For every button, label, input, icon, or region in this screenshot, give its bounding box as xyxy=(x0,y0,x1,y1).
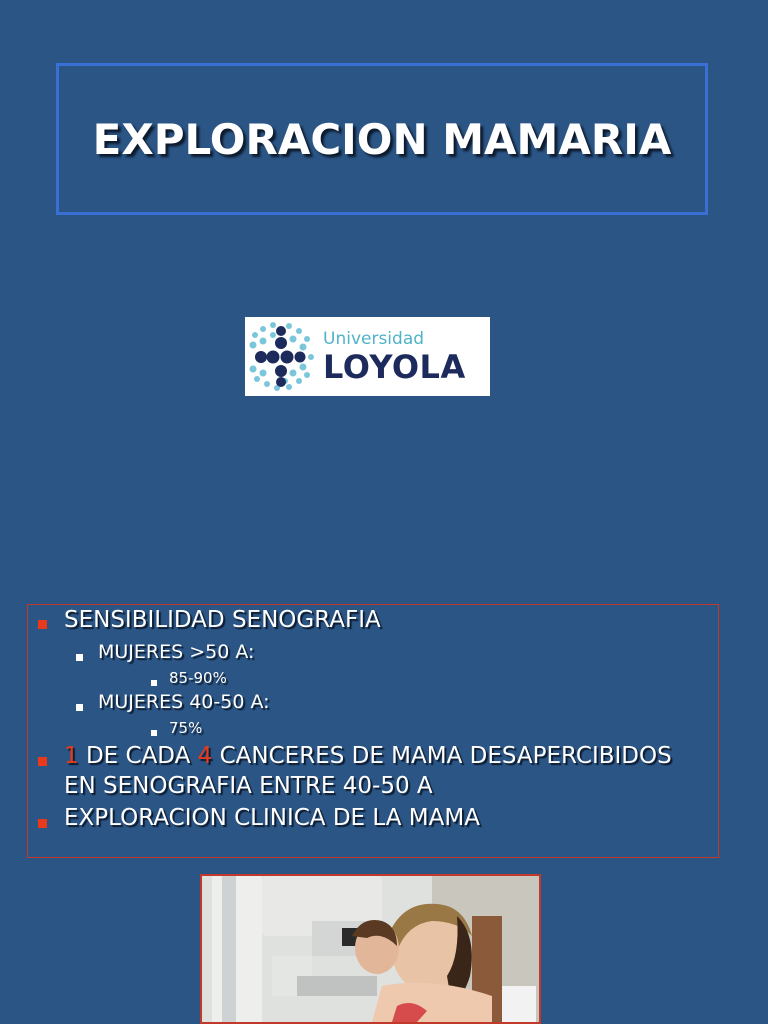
bullet-marker xyxy=(38,819,47,828)
bullet-75: 75% xyxy=(169,719,203,737)
bullet-marker xyxy=(151,730,157,736)
text-de-cada: DE CADA xyxy=(78,743,198,769)
bullet-marker xyxy=(76,654,83,661)
bullet-exploracion-clinica: EXPLORACION CLINICA DE LA MAMA xyxy=(64,805,480,831)
globe-cross-icon xyxy=(245,317,317,396)
bullet-mujeres-40-50: MUJERES 40-50 A: xyxy=(98,691,270,713)
highlight-number-1: 1 xyxy=(64,743,79,769)
logo-line-2: LOYOLA xyxy=(323,347,466,386)
bullet-marker xyxy=(38,757,47,766)
bullet-senografia-line2: EN SENOGRAFIA ENTRE 40-50 A xyxy=(64,773,433,799)
title-frame xyxy=(56,63,708,215)
logo-wordmark xyxy=(323,328,466,386)
university-logo xyxy=(245,317,490,396)
text-canceres: CANCERES DE MAMA DESAPERCIBIDOS xyxy=(212,743,672,769)
bullet-marker xyxy=(38,620,47,629)
mammography-photo xyxy=(200,874,541,1024)
mammography-image xyxy=(202,876,539,1022)
highlight-number-4: 4 xyxy=(197,743,213,769)
bullet-mujeres-50: MUJERES >50 A: xyxy=(98,641,255,663)
bullet-marker xyxy=(151,680,157,686)
slide-title: EXPLORACION MAMARIA xyxy=(92,114,672,164)
bullet-1-de-cada-4 xyxy=(64,743,672,769)
bullet-85-90: 85-90% xyxy=(169,669,227,687)
bullet-list-box xyxy=(27,604,719,858)
bullet-sensibilidad: SENSIBILIDAD SENOGRAFIA xyxy=(64,607,381,633)
bullet-marker xyxy=(76,704,83,711)
logo-line-1: Universidad xyxy=(323,328,425,349)
